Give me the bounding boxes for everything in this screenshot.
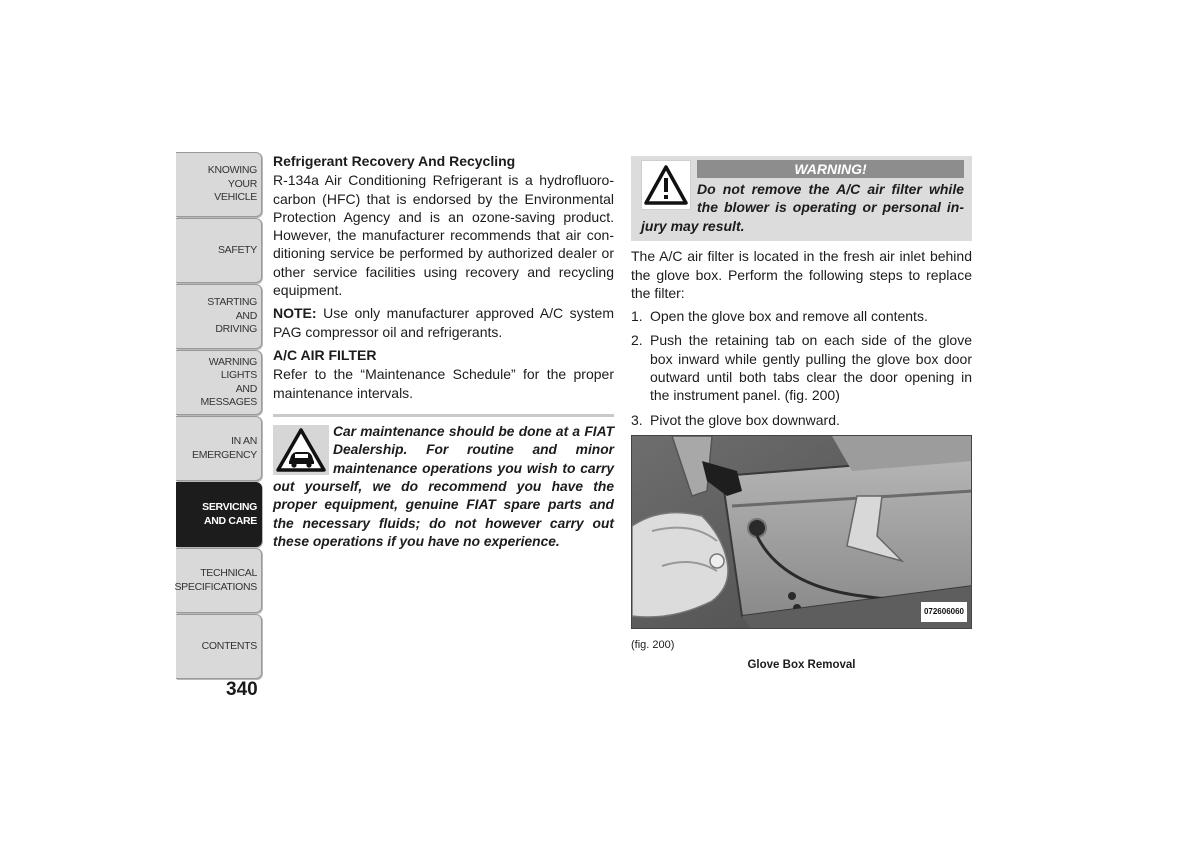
step-number: 1. bbox=[631, 308, 643, 325]
left-column bbox=[273, 152, 614, 552]
tab-technical-specifications[interactable] bbox=[176, 548, 262, 613]
tab-label: KNOWING YOUR VEHICLE bbox=[207, 164, 257, 204]
list-item bbox=[631, 307, 972, 325]
section-heading: Refrigerant Recovery And Recycling bbox=[273, 153, 516, 169]
filter-intro: The A/C air filter is located in the fresh air inlet behind the glove box. Perform the following steps to replace the filter: bbox=[631, 248, 972, 301]
warning-box bbox=[631, 156, 972, 241]
glove-box-figure bbox=[631, 435, 972, 629]
tab-label: TECHNICAL SPECIFICATIONS bbox=[174, 567, 257, 593]
glove-box-photo bbox=[632, 436, 972, 629]
tab-servicing-and-care[interactable] bbox=[176, 482, 262, 547]
tab-label: WARNING LIGHTS AND MESSAGES bbox=[200, 355, 257, 408]
figure-label: (fig. 200) bbox=[631, 638, 675, 651]
tab-label: STARTING AND DRIVING bbox=[207, 296, 257, 336]
page-number: 340 bbox=[226, 679, 258, 700]
tab-safety[interactable] bbox=[176, 218, 262, 283]
right-column bbox=[631, 156, 972, 674]
tab-label: CONTENTS bbox=[201, 639, 257, 652]
figure-caption: Glove Box Removal bbox=[747, 659, 856, 672]
tab-in-an-emergency[interactable] bbox=[176, 416, 262, 481]
tab-warning-lights[interactable] bbox=[176, 350, 262, 415]
warning-text: Do not remove the A/C air filter while the blower is operating or personal in-jury may result. bbox=[641, 181, 964, 234]
tab-knowing-your-vehicle[interactable] bbox=[176, 152, 262, 217]
tab-contents[interactable] bbox=[176, 614, 262, 679]
maintenance-paragraph: Refer to the “Maintenance Schedule” for the proper maintenance intervals. bbox=[273, 366, 614, 401]
tab-label: IN AN EMERGENCY bbox=[192, 435, 257, 461]
warning-title: WARNING! bbox=[697, 160, 964, 178]
tab-label: SERVICING AND CARE bbox=[202, 501, 257, 527]
list-item bbox=[631, 411, 972, 429]
warning-triangle-icon bbox=[641, 160, 691, 210]
step-number: 3. bbox=[631, 411, 643, 428]
chapter-tabs bbox=[176, 152, 262, 680]
list-item bbox=[631, 331, 972, 404]
tab-label: SAFETY bbox=[217, 243, 257, 256]
note-text: Use only manufacturer approved A/C system PAG compressor oil and refrigerants. bbox=[273, 305, 614, 340]
step-list bbox=[631, 307, 972, 429]
figure-code: 072606060 bbox=[921, 602, 967, 622]
step-text: Pivot the glove box downward. bbox=[650, 411, 840, 428]
step-text: Open the glove box and remove all contents. bbox=[650, 308, 928, 325]
note-paragraph bbox=[273, 304, 614, 341]
step-text: Push the retaining tab on each side of the glove box inward while gently pulling the glove box door outward until both tabs clear the door opening in the instrument panel. (fig. 200) bbox=[650, 332, 972, 404]
step-number: 2. bbox=[631, 332, 643, 349]
section-title: A/C AIR FILTER bbox=[273, 346, 377, 363]
car-warning-triangle-icon bbox=[273, 425, 329, 475]
note-label: NOTE: bbox=[273, 305, 317, 322]
refrigerant-paragraph: R-134a Air Conditioning Refrigerant is a hydrofluoro-carbon (HFC) that is endorsed by the Environmental Protection Agency and is an ozone-saving product. However, the manufacturer recommends that air con-ditioning service be performed by authorized dealer or other service facilities using recovery and recycling equipment. bbox=[273, 172, 614, 299]
tab-starting-and-driving[interactable] bbox=[176, 284, 262, 349]
maintenance-note-text: Car maintenance should be done at a FIAT Dealership. For routine and minor maintenance operations you wish to carry out yourself, we do recommend you have the proper equipment, genuine FIAT spare parts and the necessary fluids; do not however carry out these operations if you have no experience. bbox=[273, 423, 614, 550]
maintenance-note-box bbox=[273, 414, 614, 552]
